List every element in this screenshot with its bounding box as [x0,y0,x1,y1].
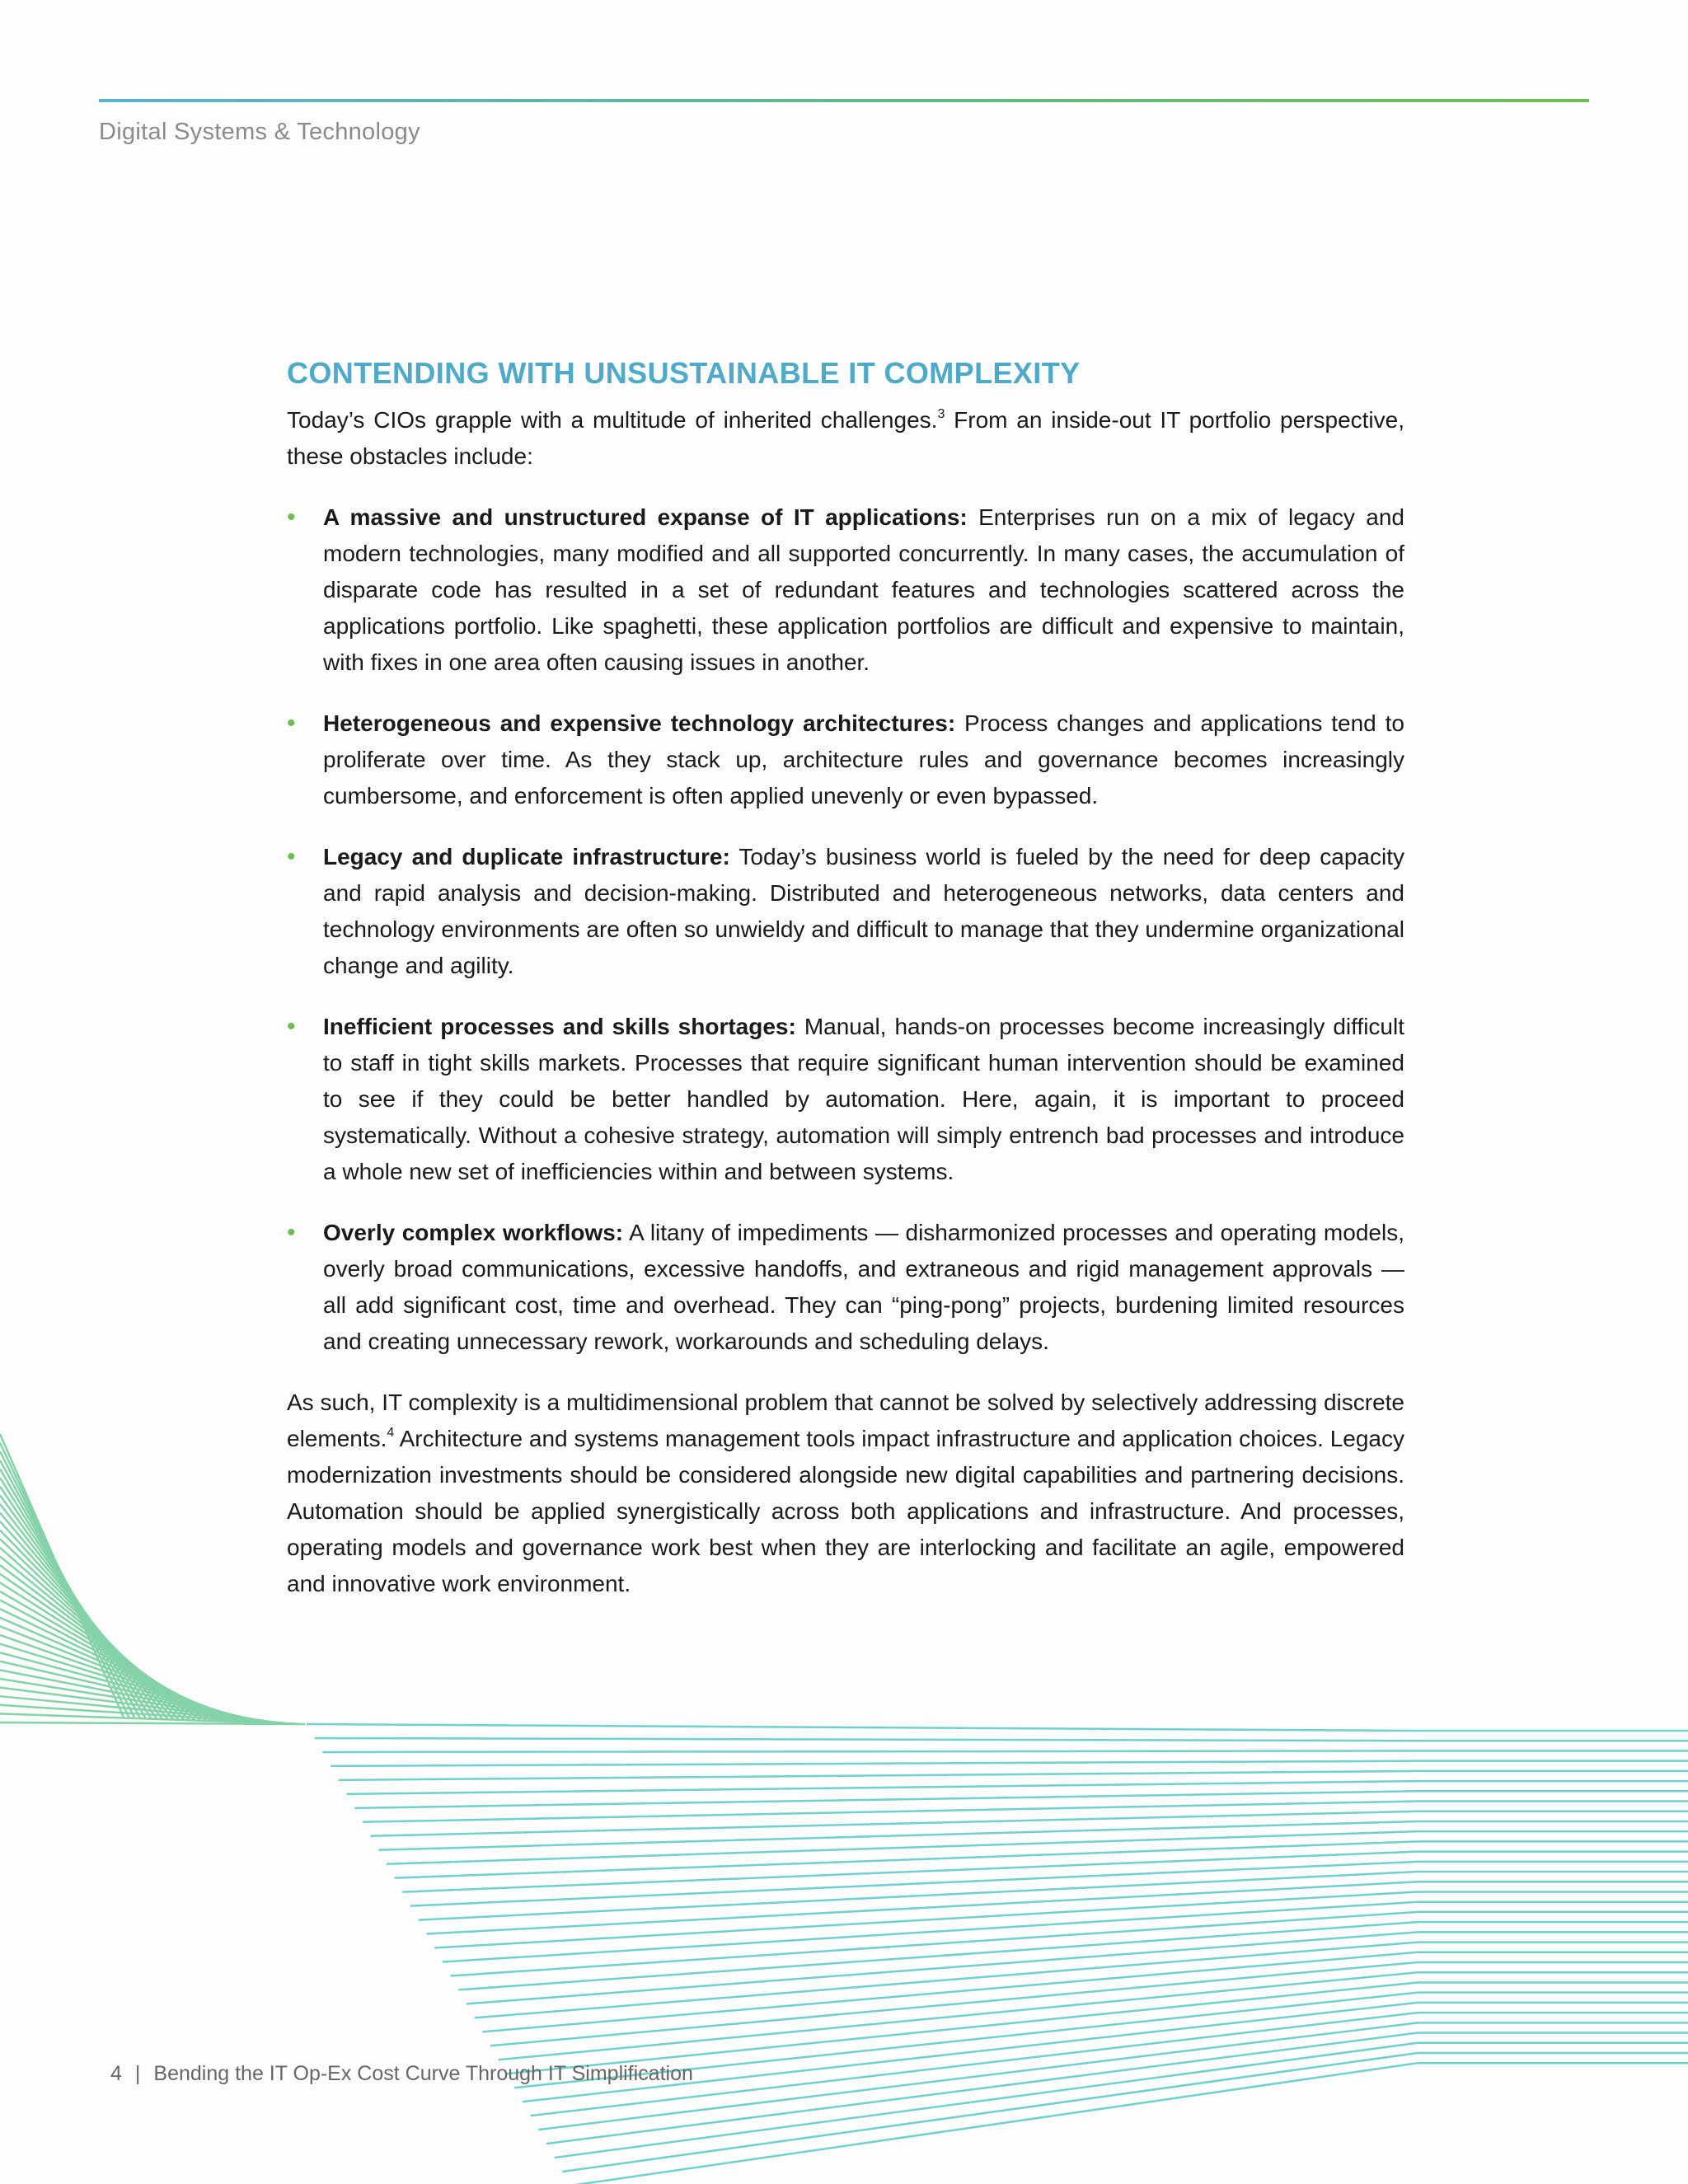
main-content [287,356,1404,1602]
decor-line [506,1982,1688,2074]
decor-line [410,1862,1688,1906]
decor-line [0,1591,223,1721]
decor-line [0,1487,157,1719]
bullet-icon: • [287,710,296,737]
decor-line [0,1626,245,1722]
decor-line [387,1831,1688,1864]
decor-line [0,1495,162,1718]
bullet-body: A litany of impediments — disharmonized processes and operating models, overly broad communications, excessive handoffs, and extraneous and rigid management approvals — all add significant cost, time and overhead. They can “ping-pong” projects, burdening limited resources and creating unnecessary rework, workarounds and scheduling delays. [323,1220,1404,1354]
decor-left-fan [0,1434,305,1724]
closing-text-end: Architecture and systems management tools impact infrastructure and application choices. Legacy modernization investments should be considered alongside new digital capabilities and partnering decisions. Automation should be applied synergistically across both applications and infrastructure. And processes, operating models and governance work best when they are interlocking and facilitate an agile, empowered and innovative work environment. [287,1426,1404,1596]
decor-line [0,1574,212,1721]
bullet-icon: • [287,1013,296,1040]
page-footer [110,2062,693,2086]
decor-line [0,1713,299,1723]
bullet-lead: Legacy and duplicate infrastructure: [323,844,730,869]
decor-line [0,1556,200,1720]
bullet-body: Manual, hands-on processes become increasingly difficult to staff in tight skills markets. Processes that require significant human intervention should be examined to see if they could be better handled by automation. Here, again, it is important to proceed systematically. Without a cohesive strategy, automation will simply entrench bad processes and introduce a whole new set of inefficiencies within and between systems. [323,1014,1404,1184]
decor-line [363,1802,1688,1822]
footnote-ref-4: 4 [387,1426,395,1440]
decor-line [546,2033,1688,2144]
decor-line [354,1791,1688,1808]
decor-line [322,1750,1688,1752]
decor-line [0,1443,129,1718]
closing-text-start: As such, IT complexity is a multidimensional problem that cannot be solved by selectively addressing discrete elements. [287,1390,1404,1451]
decor-line [419,1872,1688,1920]
decor-line [555,2043,1688,2158]
decor-line [339,1771,1688,1780]
decor-line [451,1912,1688,1976]
page-number: 4 [110,2062,122,2085]
decor-line [443,1902,1688,1962]
bullet-lead: Heterogeneous and expensive technology architectures: [323,710,956,736]
decor-line [0,1469,146,1718]
decor-line [331,1761,1688,1766]
decor-line [0,1565,206,1721]
intro-text-start: Today’s CIOs grapple with a multitude of inherited challenges. [287,407,938,433]
decor-line [0,1722,305,1724]
decor-line [467,1932,1688,2004]
decor-line [0,1696,288,1723]
decor-line [315,1738,1688,1741]
decor-line [0,1644,256,1722]
decor-line [538,2022,1688,2130]
decor-line [307,1724,1688,1731]
intro-text-end: From an inside-out IT portfolio perspective, these obstacles include: [287,407,1404,469]
challenge-list [287,499,1404,1360]
decor-line [0,1434,124,1718]
bullet-icon: • [287,843,296,870]
list-item [287,839,1404,984]
bullet-body: Today’s business world is fueled by the need for deep capacity and rapid analysis and decision-making. Distributed and heterogeneous networks, data centers and technology environments are often so unwieldy and difficult to manage that they undermine organizational change and agility. [323,844,1404,978]
list-item [287,705,1404,814]
decor-line [0,1530,184,1720]
decor-line [0,1635,250,1722]
decor-line [0,1679,278,1723]
decor-line [0,1670,272,1722]
decor-line [402,1852,1688,1892]
decor-line [0,1451,134,1718]
footer-document-title: Bending the IT Op-Ex Cost Curve Through IT Simplification [153,2062,693,2085]
decor-line [378,1821,1688,1850]
intro-paragraph [287,402,1404,475]
decor-line [0,1548,195,1720]
decor-line [475,1943,1688,2018]
decor-line [562,2053,1688,2172]
header-rule [99,99,1589,102]
bullet-lead: Overly complex workflows: [323,1220,624,1245]
bullet-lead: A massive and unstructured expanse of IT applications: [323,504,968,530]
closing-paragraph [287,1385,1404,1602]
decor-line [0,1539,190,1720]
decor-line [570,2063,1688,2184]
decor-line [0,1582,217,1721]
decor-line [0,1521,179,1719]
decor-line [0,1609,233,1722]
footnote-ref-3: 3 [937,407,945,421]
decor-line [523,2003,1688,2102]
decor-right-fan [307,1724,1688,2184]
decor-line [0,1504,167,1719]
decor-line [371,1811,1688,1836]
decor-line [426,1882,1688,1933]
bullet-icon: • [287,504,296,531]
decor-line [499,1972,1688,2060]
decor-line [0,1688,283,1723]
decor-line [0,1618,239,1722]
decor-line [0,1661,266,1723]
section-heading: CONTENDING WITH UNSUSTAINABLE IT COMPLEXITY [287,356,1081,390]
list-item [287,499,1404,681]
bullet-body: Enterprises run on a mix of legacy and modern technologies, many modified and all supported concurrently. In many cases, the accumulation of disparate code has resulted in a set of redundant features and technologies scattered across the applications portfolio. Like spaghetti, these application portfolios are difficult and expensive to maintain, with fixes in one area often causing issues in another. [323,504,1404,675]
decor-line [482,1952,1688,2032]
bullet-body: Process changes and applications tend to proliferate over time. As they stack up, architecture rules and governance becomes increasingly cumbersome, and enforcement is often applied unevenly or even bypassed. [323,710,1404,808]
header-section-title: Digital Systems & Technology [99,119,420,145]
decor-line [0,1705,294,1724]
bullet-lead: Inefficient processes and skills shortages: [323,1014,796,1039]
decor-line [395,1841,1688,1877]
bullet-icon: • [287,1219,296,1246]
decor-line [531,2013,1688,2116]
decor-line [0,1652,261,1722]
decor-line [346,1781,1688,1794]
footer-separator: | [134,2062,141,2085]
list-item [287,1009,1404,1190]
decor-line [434,1891,1688,1947]
decor-line [458,1922,1688,1990]
decor-line [0,1478,151,1718]
decor-line [0,1512,173,1719]
decor-line [0,1460,140,1718]
decor-line [490,1962,1688,2046]
list-item [287,1215,1404,1360]
decor-line [0,1601,228,1722]
